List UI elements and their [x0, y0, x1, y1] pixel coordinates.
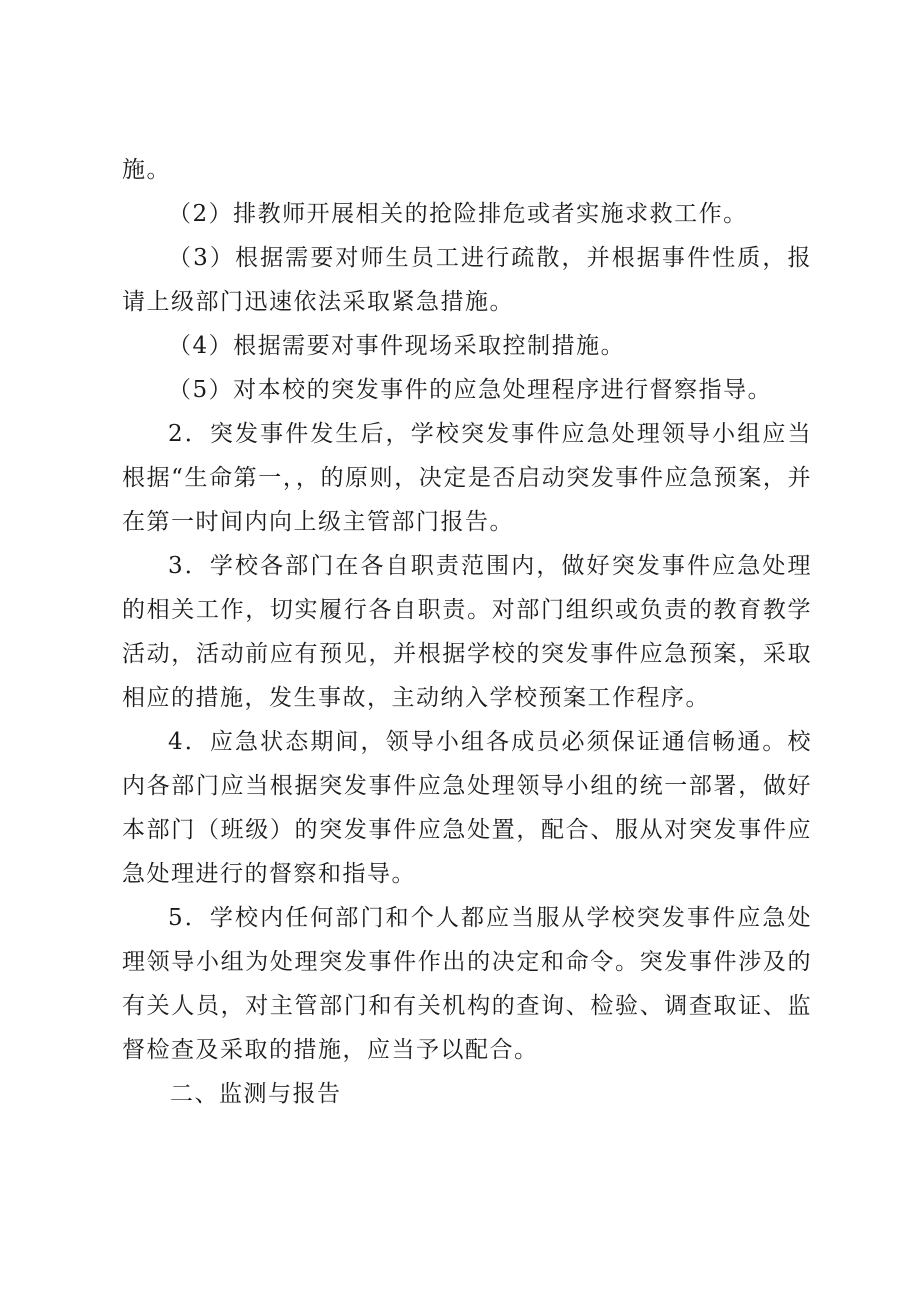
- paragraph-point-2: 2．突发事件发生后，学校突发事件应急处理领导小组应当根据“生命第一，，的原则，决定是否启动突发事件应急预案，并在第一时间内向上级主管部门报告。: [122, 421, 812, 535]
- section-heading: 二、监测与报告: [170, 1081, 342, 1107]
- paragraph-item-4: （4）根据需要对事件现场采取控制措施。: [168, 333, 626, 359]
- paragraph-item-5: （5）对本校的突发事件的应急处理程序进行督察指导。: [168, 377, 773, 403]
- paragraph-item-2: （2）排教师开展相关的抢险排危或者实施求救工作。: [168, 201, 748, 227]
- paragraph-continuation: 施。: [122, 157, 171, 183]
- paragraph-point-3: 3．学校各部门在各自职责范围内，做好突发事件应急处理的相关工作，切实履行各自职责。对部门组织或负责的教育教学活动，活动前应有预见，并根据学校的突发事件应急预案，采取相应的措施，发生事故，主动纳入学校预案工作程序。: [122, 553, 812, 711]
- paragraph-point-4: 4．应急状态期间，领导小组各成员必须保证通信畅通。校内各部门应当根据突发事件应急处理领导小组的统一部署，做好本部门（班级）的突发事件应急处置，配合、服从对突发事件应急处理进行的督察和指导。: [122, 729, 812, 887]
- paragraph-point-5: 5．学校内任何部门和个人都应当服从学校突发事件应急处理领导小组为处理突发事件作出的决定和命令。突发事件涉及的有关人员，对主管部门和有关机构的查询、检验、调查取证、监督检查及采取的措施，应当予以配合。: [122, 905, 812, 1063]
- paragraph-item-3: （3）根据需要对师生员工进行疏散，并根据事件性质，报请上级部门迅速依法采取紧急措施。: [122, 245, 812, 315]
- document-body: [122, 148, 812, 1116]
